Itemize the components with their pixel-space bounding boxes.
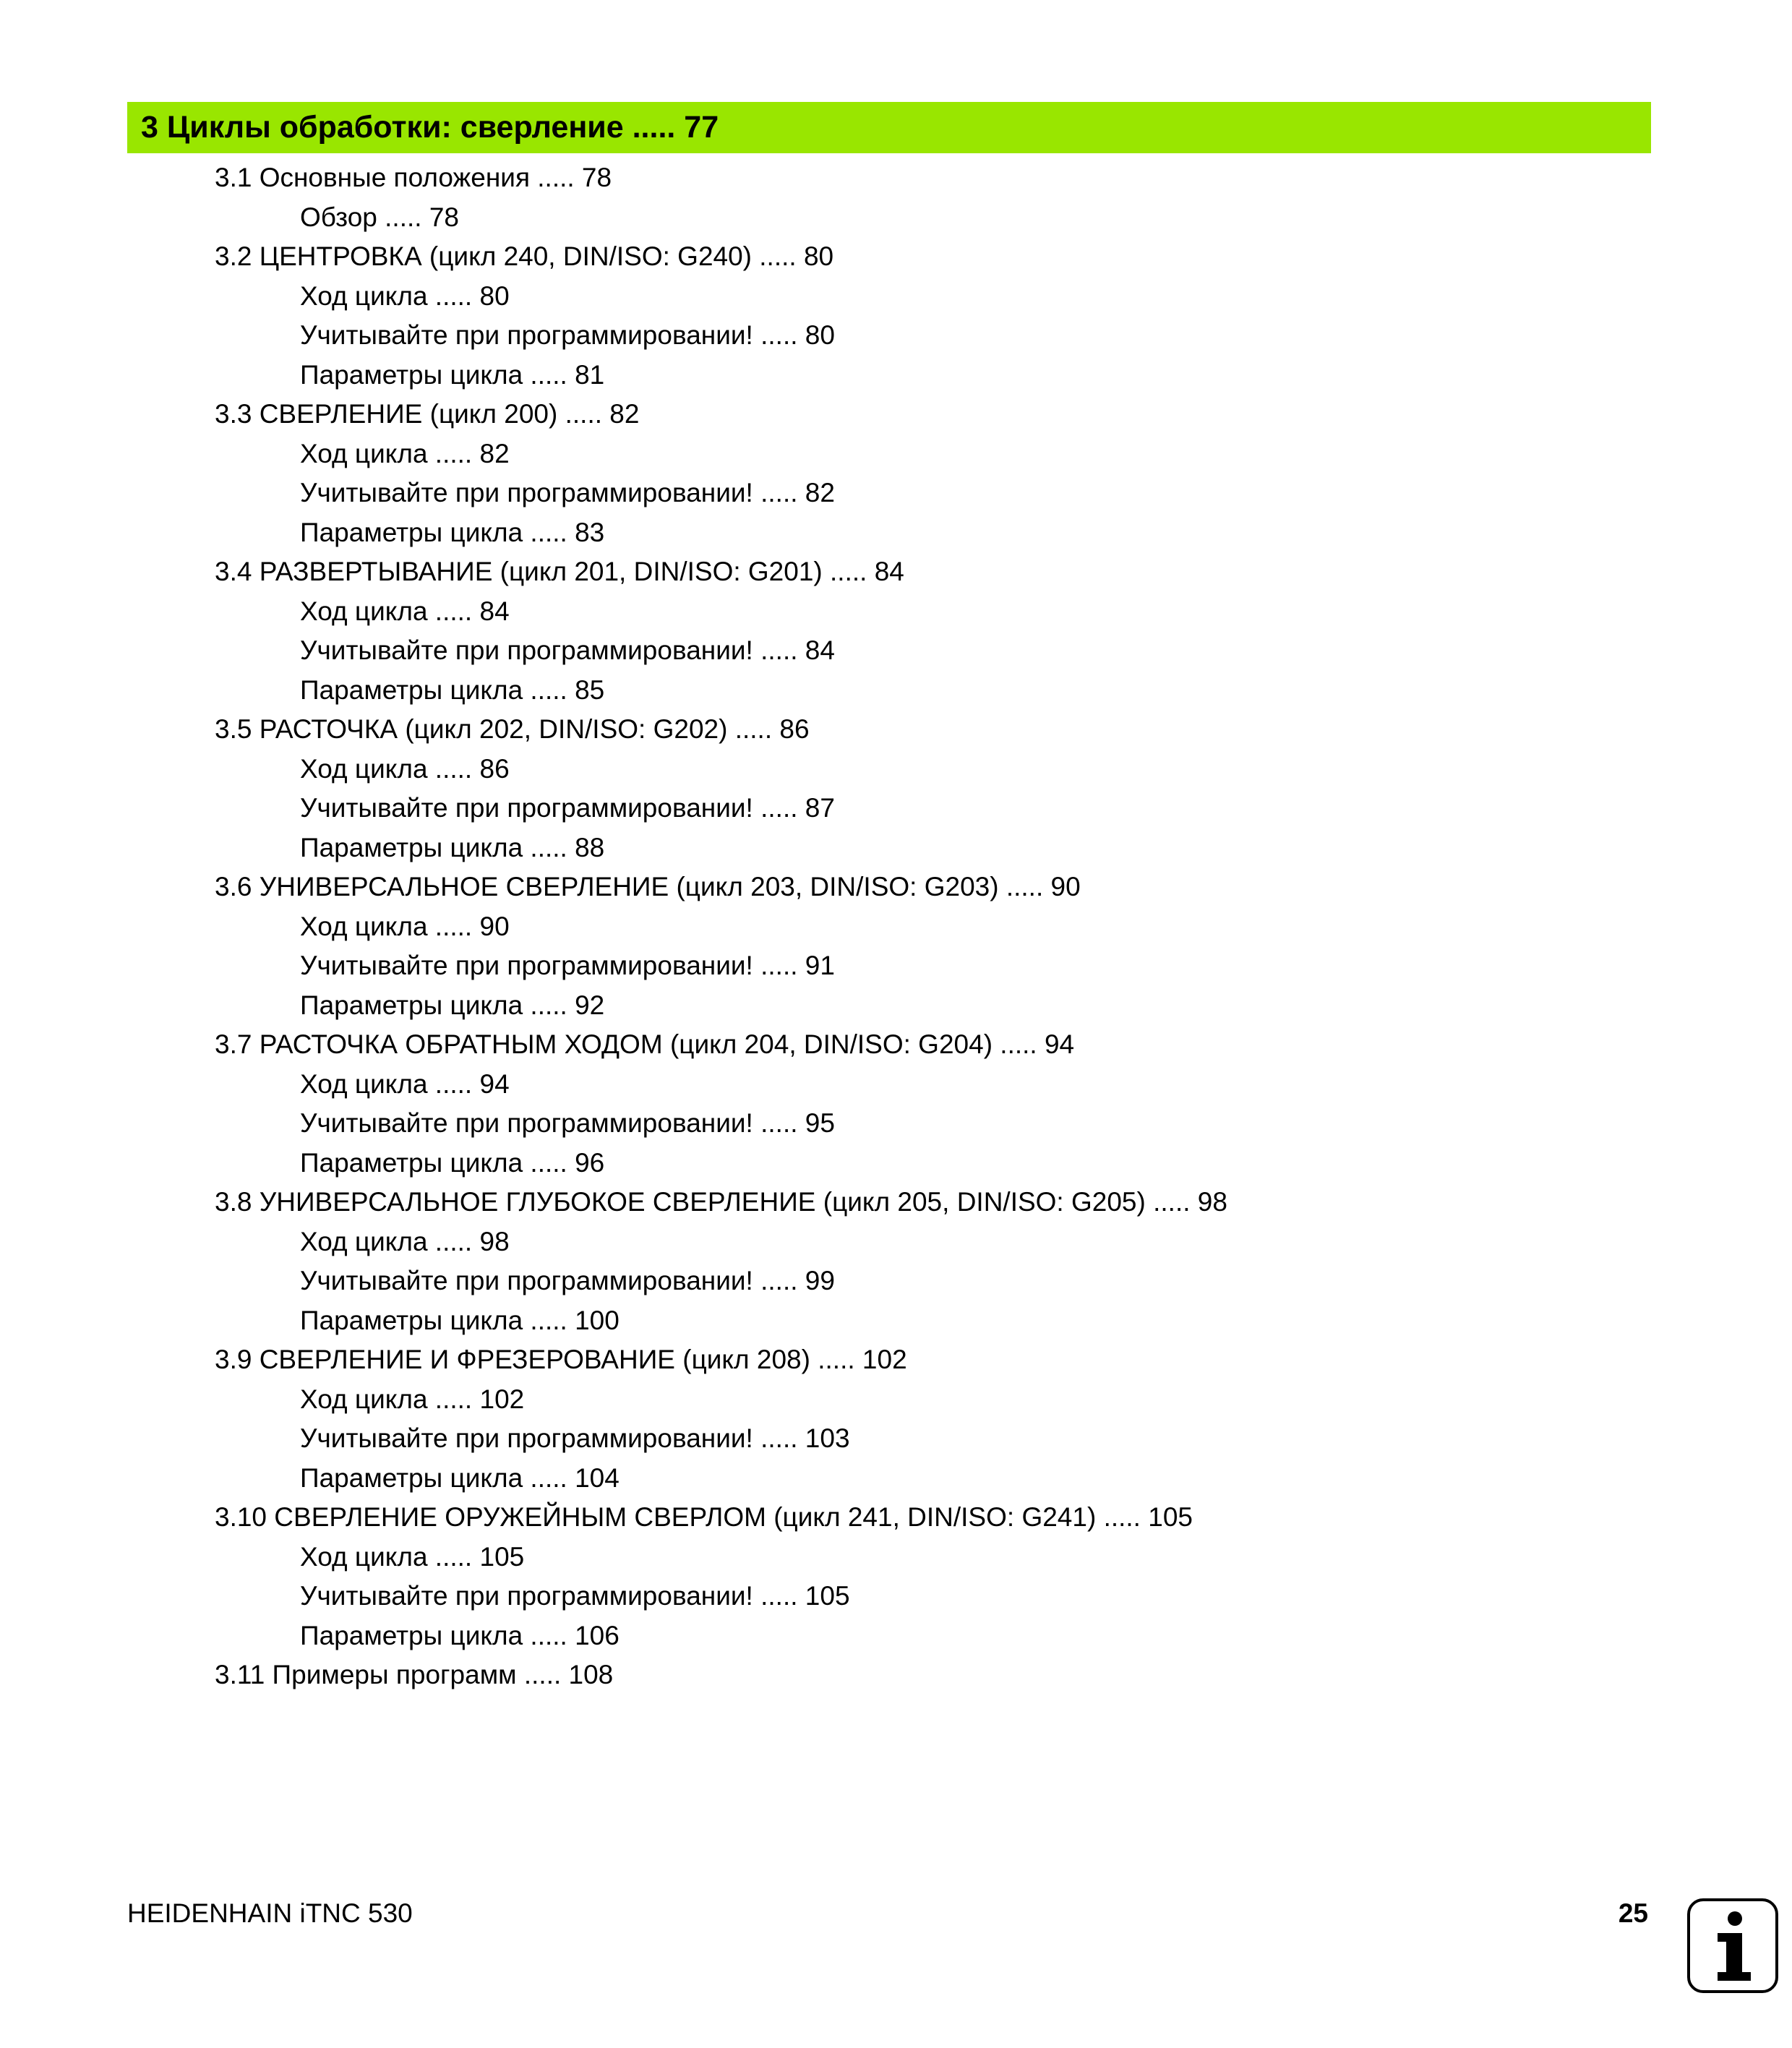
toc-section-entry[interactable]: 3.9 СВЕРЛЕНИЕ И ФРЕЗЕРОВАНИЕ (цикл 208) ..... 102 (215, 1345, 907, 1374)
toc-subsection-entry[interactable]: Учитывайте при программировании! ..... 82 (300, 478, 835, 507)
toc-subsection-entry[interactable]: Учитывайте при программировании! ..... 80 (300, 320, 835, 350)
chapter-header (127, 102, 1651, 153)
toc-section-entry[interactable]: 3.7 РАСТОЧКА ОБРАТНЫМ ХОДОМ (цикл 204, DIN/ISO: G204) ..... 94 (215, 1029, 1075, 1059)
toc-section-entry[interactable]: 3.5 РАСТОЧКА (цикл 202, DIN/ISO: G202) ..... 86 (215, 714, 810, 744)
toc-subsection-entry[interactable]: Учитывайте при программировании! ..... 87 (300, 793, 835, 823)
toc-section-entry[interactable]: 3.2 ЦЕНТРОВКА (цикл 240, DIN/ISO: G240) ..... 80 (215, 241, 834, 271)
toc-section-entry[interactable]: 3.10 СВЕРЛЕНИЕ ОРУЖЕЙНЫМ СВЕРЛОМ (цикл 241, DIN/ISO: G241) ..... 105 (215, 1502, 1193, 1532)
toc-section-entry[interactable]: 3.4 РАЗВЕРТЫВАНИЕ (цикл 201, DIN/ISO: G201) ..... 84 (215, 557, 904, 586)
toc-section-entry[interactable]: 3.8 УНИВЕРСАЛЬНОЕ ГЛУБОКОЕ СВЕРЛЕНИЕ (цикл 205, DIN/ISO: G205) ..... 98 (215, 1187, 1227, 1217)
toc-subsection-entry[interactable]: Учитывайте при программировании! ..... 99 (300, 1266, 835, 1295)
toc-subsection-entry[interactable]: Параметры цикла ..... 96 (300, 1147, 605, 1178)
toc-subsection-entry[interactable]: Ход цикла ..... 80 (300, 280, 510, 311)
toc-subsection-entry[interactable]: Параметры цикла ..... 106 (300, 1620, 620, 1650)
toc-subsection-entry[interactable]: Ход цикла ..... 94 (300, 1068, 510, 1099)
info-icon-glyph (1690, 1901, 1775, 1990)
toc-subsection-entry[interactable]: Параметры цикла ..... 104 (300, 1462, 620, 1493)
toc-subsection-entry[interactable]: Параметры цикла ..... 100 (300, 1305, 620, 1335)
toc-subsection-entry[interactable]: Ход цикла ..... 105 (300, 1541, 525, 1572)
toc-subsection-entry[interactable]: Учитывайте при программировании! ..... 103 (300, 1423, 850, 1453)
toc-subsection-entry[interactable]: Ход цикла ..... 86 (300, 753, 510, 784)
toc-subsection-entry[interactable]: Ход цикла ..... 98 (300, 1226, 510, 1256)
toc-subsection-entry[interactable]: Учитывайте при программировании! ..... 84 (300, 635, 835, 665)
info-icon (1687, 1898, 1778, 1993)
toc-subsection-entry[interactable]: Параметры цикла ..... 85 (300, 674, 605, 705)
page-number: 25 (1618, 1898, 1648, 1928)
toc-subsection-entry[interactable]: Ход цикла ..... 90 (300, 911, 510, 941)
toc-subsection-entry[interactable]: Параметры цикла ..... 81 (300, 359, 605, 390)
chapter-title: 3 Циклы обработки: сверление ..... 77 (141, 110, 719, 145)
toc-section-entry[interactable]: 3.11 Примеры программ ..... 108 (215, 1660, 614, 1689)
toc-subsection-entry[interactable]: Обзор ..... 78 (300, 202, 459, 232)
table-of-contents (0, 158, 1792, 1695)
toc-subsection-entry[interactable]: Учитывайте при программировании! ..... 105 (300, 1581, 850, 1611)
toc-section-entry[interactable]: 3.1 Основные положения ..... 78 (215, 163, 612, 192)
toc-section-entry[interactable]: 3.6 УНИВЕРСАЛЬНОЕ СВЕРЛЕНИЕ (цикл 203, DIN/ISO: G203) ..... 90 (215, 872, 1081, 901)
toc-subsection-entry[interactable]: Ход цикла ..... 102 (300, 1384, 525, 1414)
toc-subsection-entry[interactable]: Ход цикла ..... 84 (300, 596, 510, 626)
toc-subsection-entry[interactable]: Параметры цикла ..... 83 (300, 517, 605, 547)
toc-subsection-entry[interactable]: Параметры цикла ..... 88 (300, 832, 605, 862)
toc-subsection-entry[interactable]: Учитывайте при программировании! ..... 95 (300, 1108, 835, 1138)
toc-subsection-entry[interactable]: Учитывайте при программировании! ..... 91 (300, 951, 835, 980)
toc-subsection-entry[interactable]: Параметры цикла ..... 92 (300, 990, 605, 1020)
footer-product-name: HEIDENHAIN iTNC 530 (127, 1898, 413, 1928)
toc-subsection-entry[interactable]: Ход цикла ..... 82 (300, 438, 510, 468)
toc-section-entry[interactable]: 3.3 СВЕРЛЕНИЕ (цикл 200) ..... 82 (215, 399, 640, 429)
